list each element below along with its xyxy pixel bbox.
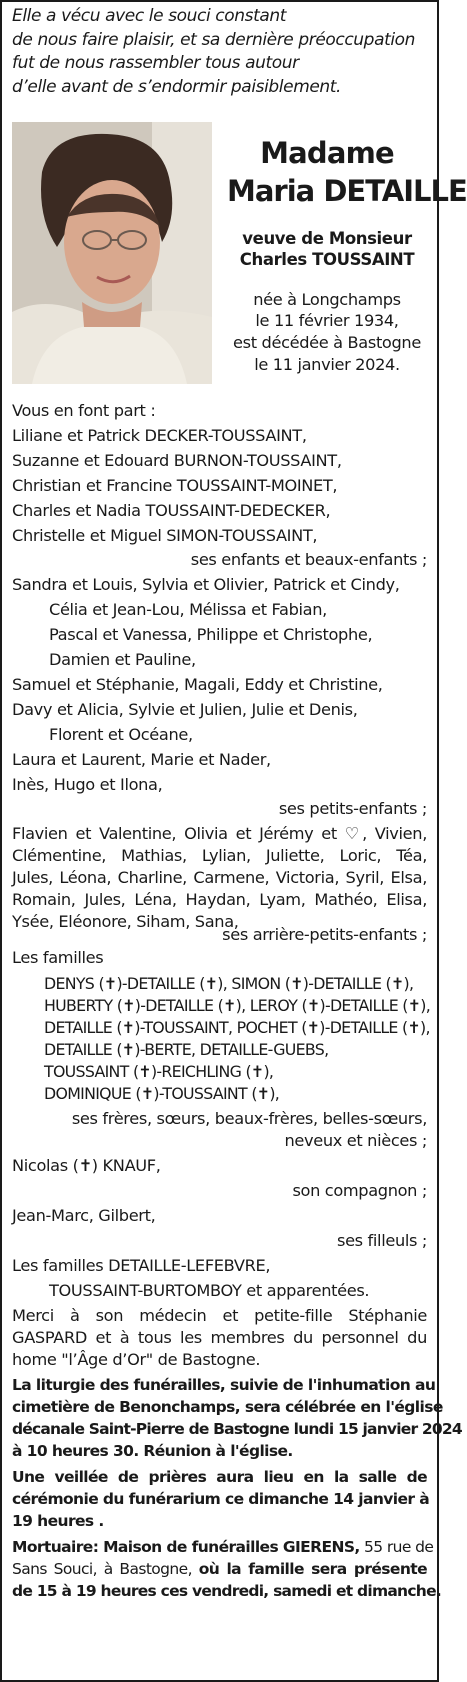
thanks-line: GASPARD et à tous les membres du personnel du xyxy=(12,1328,427,1347)
families-item: DENYS (✝)-DETAILLE (✝), SIMON (✝)-DETAILLE (✝), xyxy=(44,974,414,993)
children-item: Christian et Francine TOUSSAINT-MOINET, xyxy=(12,476,338,495)
relatives-line: TOUSSAINT-BURTOMBOY et apparentées. xyxy=(49,1281,370,1300)
grandchildren-item: Inès, Hugo et Ilona, xyxy=(12,775,163,794)
vigil-line: cérémonie du funérarium ce dimanche 14 janvier à xyxy=(12,1490,430,1508)
families-role: neveux et nièces ; xyxy=(284,1131,427,1150)
families-item: HUBERTY (✝)-DETAILLE (✝), LEROY (✝)-DETAILLE (✝), xyxy=(44,996,431,1015)
companion-role: son compagnon ; xyxy=(292,1181,427,1200)
children-item: Suzanne et Edouard BURNON-TOUSSAINT, xyxy=(12,451,342,470)
grandchildren-item: Florent et Océane, xyxy=(49,725,193,744)
mortuary-hours: de 15 à 19 heures ces vendredi, samedi et dimanche. xyxy=(12,1582,441,1600)
mortuary-line xyxy=(12,1560,427,1578)
grandchildren-item: Célia et Jean-Lou, Mélissa et Fabian, xyxy=(49,600,327,619)
quote-line: de nous faire plaisir, et sa dernière préoccupation xyxy=(12,30,416,50)
quote-line: d’elle avant de s’endormir paisiblement. xyxy=(12,77,342,97)
families-role: ses frères, sœurs, beaux-frères, belles-sœurs, xyxy=(71,1109,427,1128)
great-grandchildren-line: Clémentine, Mathias, Lylian, Juliette, Loric, Téa, xyxy=(12,846,427,865)
thanks-line: home "l’Âge d’Or" de Bastogne. xyxy=(12,1350,261,1369)
death-line: le 11 janvier 2024. xyxy=(254,355,400,374)
widow-line: veuve de Monsieur xyxy=(242,229,412,248)
widow-line: Charles TOUSSAINT xyxy=(239,250,415,269)
grandchildren-item: Laura et Laurent, Marie et Nader, xyxy=(12,750,271,769)
children-item: Christelle et Miguel SIMON-TOUSSAINT, xyxy=(12,526,318,545)
children-item: Charles et Nadia TOUSSAINT-DEDECKER, xyxy=(12,501,331,520)
grandchildren-item: Sandra et Louis, Sylvia et Olivier, Patrick et Cindy, xyxy=(12,575,400,594)
great-grandchildren-role: ses arrière-petits-enfants ; xyxy=(222,925,427,944)
grandchildren-item: Samuel et Stéphanie, Magali, Eddy et Christine, xyxy=(12,675,383,694)
mortuary-label: Mortuaire: Maison de funérailles GIERENS, xyxy=(12,1538,360,1556)
mortuary-address: 55 rue de xyxy=(359,1538,434,1556)
godchildren-names: Jean-Marc, Gilbert, xyxy=(12,1206,156,1225)
families-item: DOMINIQUE (✝)-TOUSSAINT (✝), xyxy=(44,1084,280,1103)
vigil-line: Une veillée de prières aura lieu en la salle de xyxy=(12,1468,427,1486)
death-line: est décédée à Bastogne xyxy=(233,333,421,352)
liturgy-line: à 10 heures 30. Réunion à l'église. xyxy=(12,1442,293,1460)
families-item: TOUSSAINT (✝)-REICHLING (✝), xyxy=(44,1062,274,1081)
honorific-title: Madame xyxy=(260,136,394,170)
great-grandchildren-line: Jules, Léona, Charline, Carmene, Victoria, Syril, Elsa, xyxy=(12,868,427,887)
thanks-line: Merci à son médecin et petite-fille Stéphanie xyxy=(12,1306,427,1325)
mortuary-address: Sans Souci, à Bastogne, xyxy=(12,1560,199,1578)
grandchildren-item: Davy et Alicia, Sylvie et Julien, Julie et Denis, xyxy=(12,700,358,719)
great-grandchildren-line: Flavien et Valentine, Olivia et Jérémy et ♡, Vivien, xyxy=(12,824,427,843)
families-item: DETAILLE (✝)-BERTE, DETAILLE-GUEBS, xyxy=(44,1040,329,1059)
companion-name: Nicolas (✝) KNAUF, xyxy=(12,1156,161,1175)
great-grandchildren-line: Ysée, Eléonore, Siham, Sana, xyxy=(12,912,239,931)
families-intro: Les familles xyxy=(12,948,104,967)
mortuary-presence: où la famille sera présente xyxy=(198,1560,427,1578)
vigil-line: 19 heures . xyxy=(12,1512,104,1530)
liturgy-line: cimetière de Benonchamps, sera célébrée en l'église xyxy=(12,1398,443,1416)
grandchildren-role: ses petits-enfants ; xyxy=(278,799,427,818)
birth-line: née à Longchamps xyxy=(253,290,401,309)
relatives-line: Les familles DETAILLE-LEFEBVRE, xyxy=(12,1256,271,1275)
quote-line: Elle a vécu avec le souci constant xyxy=(12,6,286,26)
godchildren-role: ses filleuls ; xyxy=(336,1231,427,1250)
families-item: DETAILLE (✝)-TOUSSAINT, POCHET (✝)-DETAILLE (✝), xyxy=(44,1018,430,1037)
children-item: Liliane et Patrick DECKER-TOUSSAINT, xyxy=(12,426,307,445)
children-role: ses enfants et beaux-enfants ; xyxy=(190,550,427,569)
liturgy-line: La liturgie des funérailles, suivie de l'inhumation au xyxy=(12,1376,436,1394)
grandchildren-item: Pascal et Vanessa, Philippe et Christophe, xyxy=(49,625,373,644)
deceased-name: Maria DETAILLE xyxy=(227,174,467,208)
birth-line: le 11 février 1934, xyxy=(255,311,399,330)
great-grandchildren-line: Romain, Jules, Léna, Haydan, Lyam, Mathéo, Elisa, xyxy=(12,890,427,909)
portrait-photo xyxy=(12,122,212,384)
mortuary-line xyxy=(12,1538,434,1556)
intro-text: Vous en font part : xyxy=(12,401,156,420)
grandchildren-item: Damien et Pauline, xyxy=(49,650,196,669)
quote-line: fut de nous rassembler tous autour xyxy=(12,53,299,73)
portrait-image xyxy=(12,122,212,384)
liturgy-line: décanale Saint-Pierre de Bastogne lundi 15 janvier 2024 xyxy=(12,1420,462,1438)
